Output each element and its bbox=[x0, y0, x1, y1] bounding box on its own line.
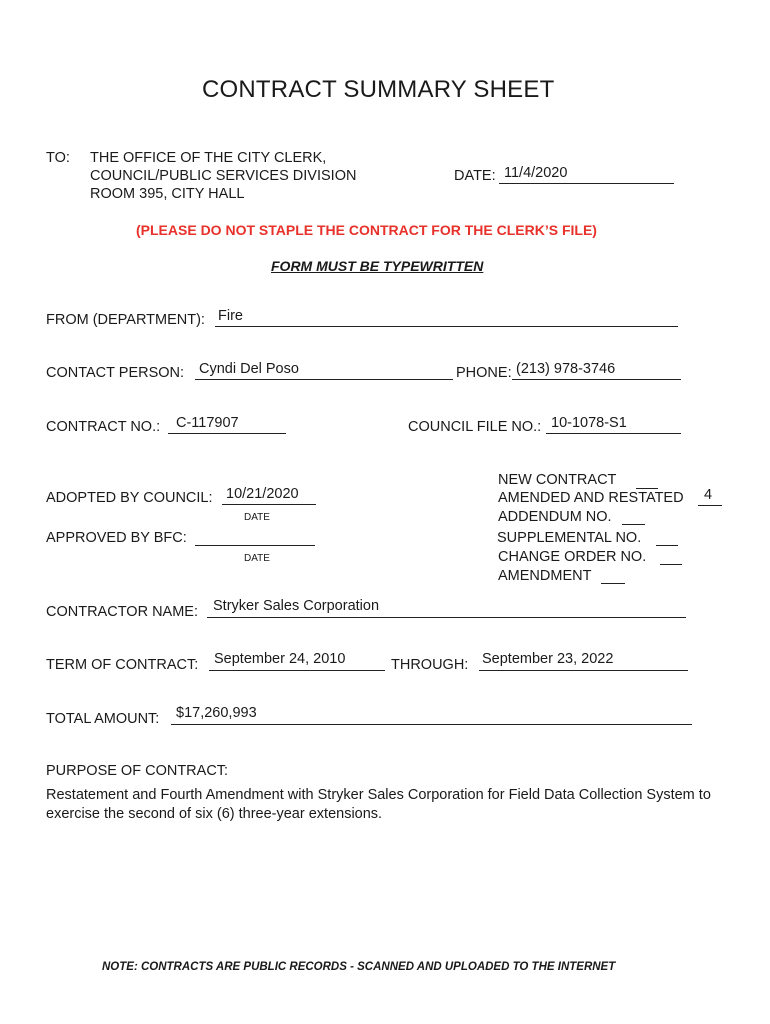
from-label: FROM (DEPARTMENT): bbox=[46, 312, 205, 328]
type-amendment-blank bbox=[601, 583, 625, 584]
to-line-1: THE OFFICE OF THE CITY CLERK, bbox=[90, 150, 327, 166]
type-supplemental-blank bbox=[656, 545, 678, 546]
adopted-value[interactable]: 10/21/2020 bbox=[226, 486, 299, 502]
type-amended: AMENDED AND RESTATED bbox=[498, 490, 684, 506]
type-change-order: CHANGE ORDER NO. bbox=[498, 549, 647, 565]
term-end-underline bbox=[479, 670, 688, 671]
approved-label: APPROVED BY BFC: bbox=[46, 530, 187, 546]
council-file-underline bbox=[546, 433, 681, 434]
type-amendment: AMENDMENT bbox=[498, 568, 592, 584]
type-addendum: ADDENDUM NO. bbox=[498, 509, 612, 525]
term-start-value[interactable]: September 24, 2010 bbox=[214, 651, 346, 667]
to-line-3: ROOM 395, CITY HALL bbox=[90, 186, 245, 202]
type-change-order-blank bbox=[660, 564, 682, 565]
adopted-date-caption: DATE bbox=[244, 512, 270, 523]
contract-no-underline bbox=[168, 433, 286, 434]
phone-label: PHONE: bbox=[456, 365, 512, 381]
adopted-label: ADOPTED BY COUNCIL: bbox=[46, 490, 213, 506]
to-line-2: COUNCIL/PUBLIC SERVICES DIVISION bbox=[90, 168, 357, 184]
total-value[interactable]: $17,260,993 bbox=[176, 705, 257, 721]
date-underline bbox=[499, 183, 674, 184]
type-new-contract-blank bbox=[636, 488, 658, 489]
total-label: TOTAL AMOUNT: bbox=[46, 711, 160, 727]
phone-value[interactable]: (213) 978-3746 bbox=[516, 361, 616, 377]
contract-no-value[interactable]: C-117907 bbox=[176, 415, 239, 431]
contact-label: CONTACT PERSON: bbox=[46, 365, 185, 381]
approved-date-caption: DATE bbox=[244, 553, 270, 564]
purpose-text[interactable]: Restatement and Fourth Amendment with Stryker Sales Corporation for Field Data Collection System to exercise the second of six (6) three-year extensions. bbox=[46, 787, 711, 822]
contractor-underline bbox=[207, 617, 686, 618]
through-label: THROUGH: bbox=[391, 657, 469, 673]
total-underline bbox=[171, 724, 692, 725]
from-value[interactable]: Fire bbox=[218, 308, 243, 324]
page-title: CONTRACT SUMMARY SHEET bbox=[202, 76, 555, 103]
term-label: TERM OF CONTRACT: bbox=[46, 657, 199, 673]
from-underline bbox=[215, 326, 678, 327]
contact-value[interactable]: Cyndi Del Poso bbox=[199, 361, 299, 377]
adopted-underline bbox=[222, 504, 316, 505]
term-start-underline bbox=[209, 670, 385, 671]
to-label: TO: bbox=[46, 150, 70, 166]
council-file-label: COUNCIL FILE NO.: bbox=[408, 419, 542, 435]
type-amended-value[interactable]: 4 bbox=[704, 487, 713, 503]
contractor-label: CONTRACTOR NAME: bbox=[46, 604, 198, 620]
contact-underline bbox=[195, 379, 453, 380]
council-file-value[interactable]: 10-1078-S1 bbox=[551, 415, 627, 431]
phone-underline bbox=[512, 379, 681, 380]
type-amended-blank bbox=[698, 505, 722, 506]
type-addendum-blank bbox=[622, 524, 645, 525]
date-label: DATE: bbox=[454, 168, 496, 184]
purpose-label: PURPOSE OF CONTRACT: bbox=[46, 763, 229, 779]
term-end-value[interactable]: September 23, 2022 bbox=[482, 651, 614, 667]
form-notice: FORM MUST BE TYPEWRITTEN bbox=[271, 258, 484, 274]
staple-warning: (PLEASE DO NOT STAPLE THE CONTRACT FOR THE CLERK’S FILE) bbox=[136, 222, 597, 238]
contractor-value[interactable]: Stryker Sales Corporation bbox=[213, 598, 380, 614]
date-value[interactable]: 11/4/2020 bbox=[504, 165, 568, 181]
public-records-note: NOTE: CONTRACTS ARE PUBLIC RECORDS - SCANNED AND UPLOADED TO THE INTERNET bbox=[102, 961, 616, 973]
contract-no-label: CONTRACT NO.: bbox=[46, 419, 161, 435]
type-new-contract: NEW CONTRACT bbox=[498, 472, 617, 488]
type-supplemental: SUPPLEMENTAL NO. bbox=[497, 530, 642, 546]
approved-underline bbox=[195, 545, 315, 546]
